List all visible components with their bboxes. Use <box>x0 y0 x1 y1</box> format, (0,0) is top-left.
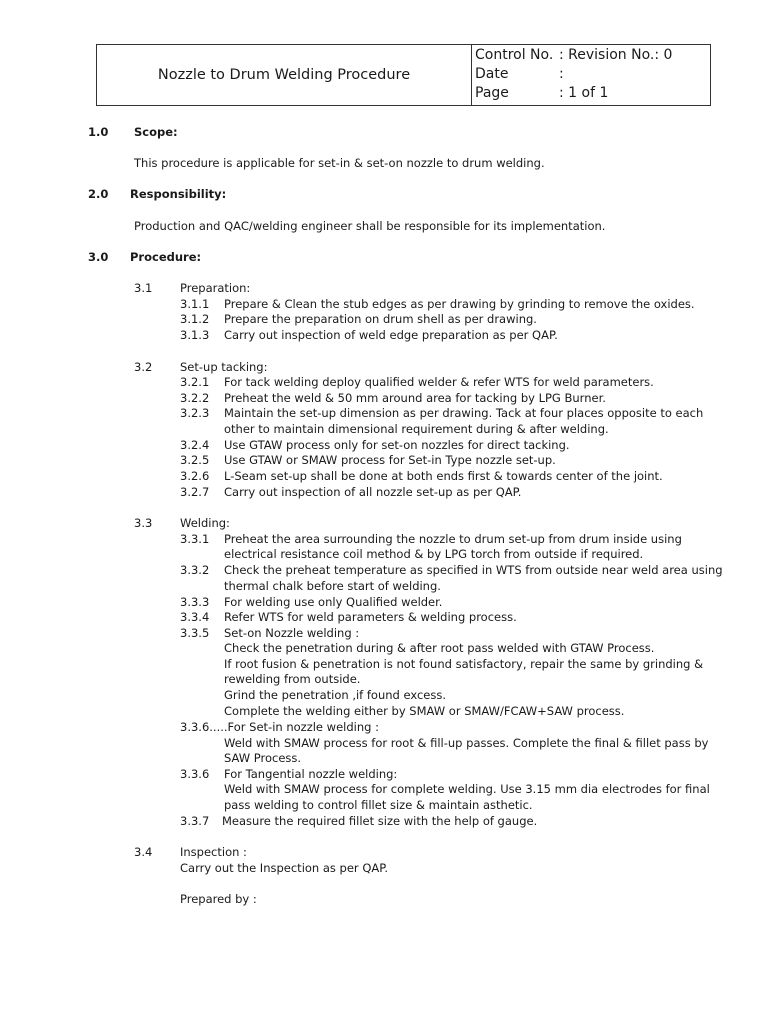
item-3-2-3-continuation: other to maintain dimensional requirement during & after welding. <box>224 422 609 436</box>
tangential-line-1: Weld with SMAW process for complete welding. Use 3.15 mm dia electrodes for final <box>224 782 710 796</box>
prepared-by: Prepared by : <box>180 892 257 906</box>
item-3-1-1-number: 3.1.1 <box>180 297 210 311</box>
header-meta <box>475 46 672 103</box>
item-3-2-4-number: 3.2.4 <box>180 438 210 452</box>
seton-line-2: If root fusion & penetration is not found satisfactory, repair the same by grinding & <box>224 657 704 671</box>
seton-line-1: Check the penetration during & after root pass welded with GTAW Process. <box>224 641 655 655</box>
item-3-3-5-number: 3.3.5 <box>180 626 210 640</box>
item-3-2-2-number: 3.2.2 <box>180 391 210 405</box>
page-label: Page <box>475 85 509 101</box>
page-value: : 1 of 1 <box>559 85 609 101</box>
setin-line-1: Weld with SMAW process for root & fill-up passes. Complete the final & fillet pass by <box>224 736 709 750</box>
item-3-2-1-text: For tack welding deploy qualified welder & refer WTS for weld parameters. <box>224 375 654 389</box>
item-3-3-1-text: Preheat the area surrounding the nozzle to drum set-up from drum inside using <box>224 532 682 546</box>
tangential-number: 3.3.6 <box>180 767 210 781</box>
item-3-1-2-number: 3.1.2 <box>180 312 210 326</box>
control-value: : Revision No.: 0 <box>559 47 673 63</box>
item-3-3-5-text: Set-on Nozzle welding : <box>224 626 360 640</box>
date-row <box>475 65 672 84</box>
date-label: Date <box>475 66 509 82</box>
item-3-2-3-number: 3.2.3 <box>180 406 210 420</box>
item-3-2-5-number: 3.2.5 <box>180 453 210 467</box>
item-3-2-5-text: Use GTAW or SMAW process for Set-in Type nozzle set-up. <box>224 453 556 467</box>
subsection-3-1-title: Preparation: <box>180 281 251 295</box>
item-3-1-1-text: Prepare & Clean the stub edges as per drawing by grinding to remove the oxides. <box>224 297 695 311</box>
item-3-3-7-number: 3.3.7 <box>180 814 210 828</box>
item-3-3-1-number: 3.3.1 <box>180 532 210 546</box>
item-3-2-7-number: 3.2.7 <box>180 485 210 499</box>
item-3-3-2-number: 3.3.2 <box>180 563 210 577</box>
item-3-2-4-text: Use GTAW process only for set-on nozzles for direct tacking. <box>224 438 570 452</box>
section-2-heading: Responsibility: <box>130 187 227 201</box>
item-3-3-3-text: For welding use only Qualified welder. <box>224 595 443 609</box>
subsection-3-3-number: 3.3 <box>134 516 153 530</box>
item-3-1-3-number: 3.1.3 <box>180 328 210 342</box>
section-3-heading: Procedure: <box>130 250 202 264</box>
item-3-2-1-number: 3.2.1 <box>180 375 210 389</box>
control-row <box>475 46 672 65</box>
subsection-3-2-number: 3.2 <box>134 360 153 374</box>
section-2-text: Production and QAC/welding engineer shall be responsible for its implementation. <box>134 219 606 233</box>
item-3-3-7-text: Measure the required fillet size with the help of gauge. <box>222 814 538 828</box>
seton-line-4: Grind the penetration ,if found excess. <box>224 688 446 702</box>
document-title: Nozzle to Drum Welding Procedure <box>97 45 472 105</box>
item-3-2-7-text: Carry out inspection of all nozzle set-up as per QAP. <box>224 485 522 499</box>
seton-line-3: rewelding from outside. <box>224 672 361 686</box>
inspection-text: Carry out the Inspection as per QAP. <box>180 861 389 875</box>
item-3-1-3-text: Carry out inspection of weld edge preparation as per QAP. <box>224 328 558 342</box>
date-value: : <box>559 66 564 82</box>
tangential-title: For Tangential nozzle welding: <box>224 767 398 781</box>
item-3-3-2-continuation: thermal chalk before start of welding. <box>224 579 441 593</box>
subsection-3-4-title: Inspection : <box>180 845 247 859</box>
section-3-number: 3.0 <box>88 250 109 264</box>
section-1-text: This procedure is applicable for set-in & set-on nozzle to drum welding. <box>134 156 545 170</box>
subsection-3-1-number: 3.1 <box>134 281 153 295</box>
item-3-1-2-text: Prepare the preparation on drum shell as per drawing. <box>224 312 537 326</box>
subsection-3-4-number: 3.4 <box>134 845 153 859</box>
item-3-3-4-number: 3.3.4 <box>180 610 210 624</box>
section-1-heading: Scope: <box>134 125 178 139</box>
tangential-line-2: pass welding to control fillet size & maintain asthetic. <box>224 798 533 812</box>
setin-label: 3.3.6.....For Set-in nozzle welding : <box>180 720 379 734</box>
item-3-2-6-text: L-Seam set-up shall be done at both ends first & towards center of the joint. <box>224 469 663 483</box>
section-2-number: 2.0 <box>88 187 109 201</box>
subsection-3-2-title: Set-up tacking: <box>180 360 268 374</box>
subsection-3-3-title: Welding: <box>180 516 230 530</box>
item-3-2-2-text: Preheat the weld & 50 mm around area for tacking by LPG Burner. <box>224 391 606 405</box>
item-3-2-6-number: 3.2.6 <box>180 469 210 483</box>
item-3-3-3-number: 3.3.3 <box>180 595 210 609</box>
item-3-3-4-text: Refer WTS for weld parameters & welding process. <box>224 610 517 624</box>
section-1-number: 1.0 <box>88 125 109 139</box>
item-3-3-2-text: Check the preheat temperature as specified in WTS from outside near weld area using <box>224 563 723 577</box>
page-row <box>475 84 672 103</box>
seton-line-5: Complete the welding either by SMAW or SMAW/FCAW+SAW process. <box>224 704 625 718</box>
setin-line-2: SAW Process. <box>224 751 302 765</box>
item-3-3-1-continuation: electrical resistance coil method & by LPG torch from outside if required. <box>224 547 644 561</box>
item-3-2-3-text: Maintain the set-up dimension as per drawing. Tack at four places opposite to each <box>224 406 704 420</box>
control-label: Control No. <box>475 47 554 63</box>
header-box <box>96 44 711 106</box>
